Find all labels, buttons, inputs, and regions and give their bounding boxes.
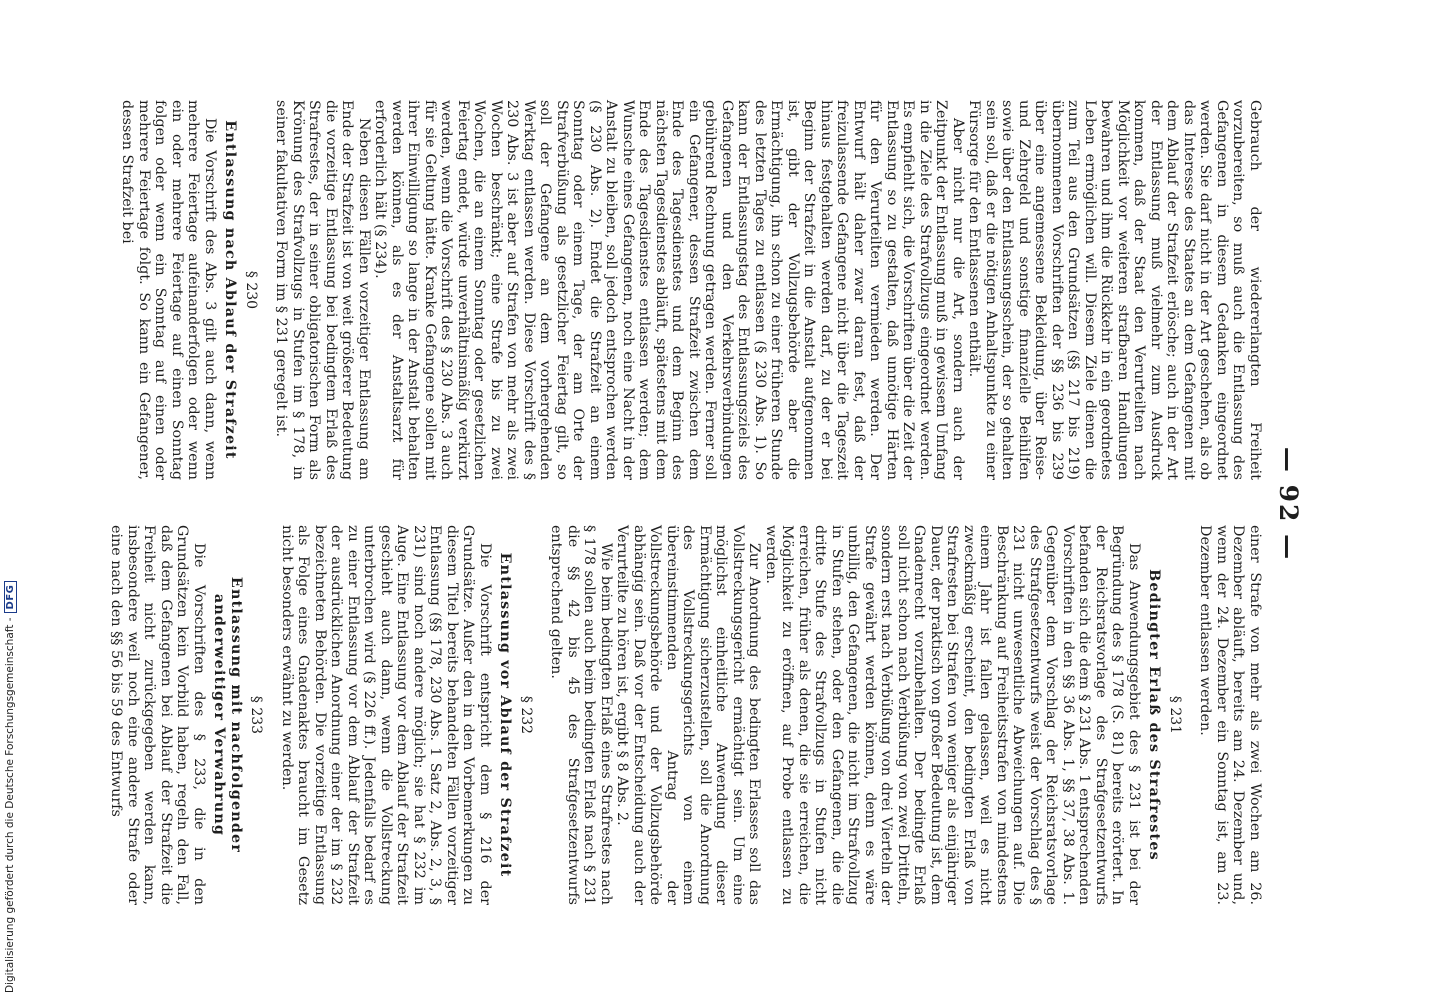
section-title: Entlassung nach Ablauf der Strafzeit [222, 120, 239, 460]
page-number: — 92 — [1274, 446, 1303, 562]
left-column [119, 100, 1263, 480]
paragraph: Zur Anordnung des bedingten Erlasses soll das Vollstreckungsgericht ermächtigt sein. Um eine möglichst einheitliche Anwendung dieser Ermächtigung sicherzustellen, soll die Anordnung des Vollstreckungsgerichts von einem übereinstimmenden Antrag der Vollstreckungsbehörde und der Vollzugsbehörde abhängig sein. Daß vor der Entscheidung auch der Verurteilte zu hören ist, ergibt § 8 Abs. 2. [614, 525, 763, 905]
paragraph: einer Strafe von mehr als zwei Wochen am 26. Dezember abläuft, bereits am 24. Dezember und, wenn der 24. Dezember ein Sonntag ist, am 23. Dezember entlassen werden. [1197, 525, 1263, 905]
section-title: Entlassung vor Ablauf der Strafzeit [497, 552, 514, 878]
paragraph: Aber nicht nur die Art, sondern auch der Zeitpunkt der Entlassung muß in gewissem Umfang in die Ziele des Strafvollzugs eingeordnet werden. Es empfiehlt sich, die Vorschriften über die Zeit der Entlassung so zu gestalten, daß unnötige Härten für den Verurteilten vermieden werden. Der Entwurf hält daher zwar daran fest, daß der freizulassende Gefangene nicht über die Tageszeit hinaus festgehalten werden darf, zu der er bei Beginn der Strafzeit in die Anstalt aufgenommen ist, gibt der Vollzugsbehörde aber die Ermächtigung, ihn schon zu einer früheren Stunde des letzten Tages zu entlassen (§ 230 Abs. 1). So kann der Entlassungstag des Entlassungsziels des Gefangenen und den Verkehrsverbindungen gebührend Rechnung getragen werden. Ferner soll ein Gefangener, dessen Strafzeit zwischen dem Ende des Tagesdienstes und dem Beginn des nächsten Tagesdienstes abläuft, spätestens mit dem Ende des Tagesdienstes entlassen werden; dem Wunsche eines Gefangenen, noch eine Nacht in der Anstalt zu bleiben, soll jedoch entsprochen werden (§ 230 Abs. 2). Endet die Strafzeit an einem Sonntag oder einem Tage, der am Orte der Strafverbüßung als gesetzlicher Feiertag gilt, so soll der Gefangene an dem vorhergehenden Werktag entlassen werden. Diese Vorschrift des § 230 Abs. 3 ist aber auf Strafen von mehr als zwei Wochen beschränkt; eine Strafe bis zu zwei Wochen, die an einem Sonntag oder gesetzlichen Feiertag endet, würde unverhältnismäßig verkürzt werden, wenn die Vorschrift des § 230 Abs. 3 auch für sie Geltung hätte. Kranke Gefangene sollen mit ihrer Einwilligung so lange in der Anstalt behalten werden können, als es der Anstaltsarzt für erforderlich hält (§ 234). [372, 100, 966, 480]
paragraph: Neben diesen Fällen vorzeitiger Entlassung am Ende der Strafzeit ist von weit größerer Bedeutung die vorzeitige Entlassung bei bedingtem Erlaß des Strafrestes, der in seiner obligatorischen Form als Krönung des Strafvollzugs in Stufen im § 178, in seiner fakultativen Form im § 231 geregelt ist. [273, 100, 372, 480]
rotated-page-content [108, 100, 1303, 908]
section-title: Entlassung mit nachfolgender anderweitiger Verwahrung [211, 576, 244, 854]
digitization-credit [4, 581, 17, 993]
section-number: § 230 [243, 270, 259, 310]
right-column [108, 525, 1263, 905]
section-number: § 233 [248, 695, 265, 735]
dfg-logo: DFG [4, 581, 17, 614]
section-number: § 232 [518, 695, 534, 735]
paragraph: Gebrauch der wiedererlangten Freiheit vorzubereiten, so muß auch die Entlassung des Gefangenen in diesem Gedanken eingeordnet werden. Sie darf nicht in der Art geschehen, als ob das Interesse des Staates an dem Gefangenen mit dem Ablauf der Strafzeit erlösche; auch in der Art der Entlassung muß vielmehr zum Ausdruck kommen, daß der Staat den Verurteilten nach Möglichkeit vor weiteren strafbaren Handlungen bewahren und ihm die Rückkehr in ein geordnetes Leben ermöglichen will. Diesem Ziele dienen die zum Teil aus den Grundsätzen (§§ 217 bis 219) übernommenen Vorschriften der §§ 236 bis 239 über eine angemessene Bekleidung, über Reise- und Zehrgeld und sonstige finanzielle Beihilfen sowie über den Entlassungsschein, der so gehalten sein soll, daß er die nötigen Anhaltspunkte zu einer Fürsorge für den Entlassenen enthält. [966, 100, 1263, 480]
section-number: § 231 [1167, 695, 1183, 735]
paragraph: Die Vorschriften des § 233, die in den Grundsätzen kein Vorbild haben, regeln den Fall, daß dem Gefangenen bei Ablauf der Strafzeit die Freiheit nicht zurückgegeben werden kann, insbesondere weil noch eine andere Strafe oder eine nach den §§ 56 bis 59 des Entwurfs [108, 525, 207, 905]
paragraph: Die Vorschrift entspricht dem § 216 der Grundsätze. Außer den in den Vorbemerkungen zu diesem Titel bereits behandelten Fällen vorzeitiger Entlassung (§§ 178, 230 Abs. 1 Satz 2, Abs. 2, 3, § 231) sind noch andere möglich; sie hat § 232 im Auge. Eine Entlassung vor dem Ablauf der Strafzeit geschieht auch dann, wenn die Vollstreckung unterbrochen wird (§ 226 ff.). Jedenfalls bedarf es zu einer Entlassung vor dem Ablauf der Strafzeit der ausdrücklichen Anordnung einer der im § 232 bezeichneten Behörden. Die vorzeitige Entlassung als Folge eines Gnadenaktes braucht im Gesetz nicht besonders erwähnt zu werden. [279, 525, 493, 905]
paragraph: Wie beim bedingten Erlaß eines Strafrestes nach § 178 sollen auch beim bedingten Erlaß nach § 231 die §§ 42 bis 45 des Strafgesetzentwurfs entsprechend gelten. [548, 525, 614, 905]
paragraph: Das Anwendungsgebiet des § 231 ist bei der Begründung des § 178 (S. 81) bereits erörtert. In der Reichsratsvorlage des Strafgesetzentwurfs befanden sich die dem § 231 Abs. 1 entsprechenden Vorschriften in den §§ 36 Abs. 1, §§ 37, 38 Abs. 1. Gegenüber dem Vorschlag der Reichsratsvorlage des Strafgesetzentwurfs weist der Vorschlag des § 231 nicht unwesentliche Abweichungen auf. Die Beschränkung auf Freiheitsstrafen von mindestens einem Jahr ist fallen gelassen, weil es nicht zweckmäßig erscheint, den bedingten Erlaß von Strafresten bei Strafen von weniger als einjähriger Dauer, der praktisch von großer Bedeutung ist, dem Gnadenrecht vorzubehalten. Der bedingte Erlaß soll nicht schon nach Verbüßung von zwei Dritteln, sondern erst nach Verbüßung von drei Vierteln der Strafe gewährt werden können, denn es wäre unbillig, den Gefangenen, die nicht im Strafvollzug in Stufen stehen, oder den Gefangenen, die die dritte Stufe des Strafvollzugs in Stufen nicht erreichen, früher als denen, die sie erreichen, die Möglichkeit zu eröffnen, auf Probe entlassen zu werden. [763, 525, 1142, 905]
paragraph: Die Vorschrift des Abs. 3 gilt auch dann, wenn mehrere Feiertage aufeinanderfolgen oder wenn ein oder mehrere Feiertage auf einen Sonntag folgen oder wenn ein Sonntag auf einen oder mehrere Feiertage folgt. So kann ein Gefangener, dessen Strafzeit bei [119, 100, 218, 480]
credit-text: Digitalisierung gefördert durch die Deutsche Forschungsgemeinschaft - [4, 617, 16, 993]
section-title: Bedingter Erlaß des Strafrestes [1146, 569, 1163, 861]
